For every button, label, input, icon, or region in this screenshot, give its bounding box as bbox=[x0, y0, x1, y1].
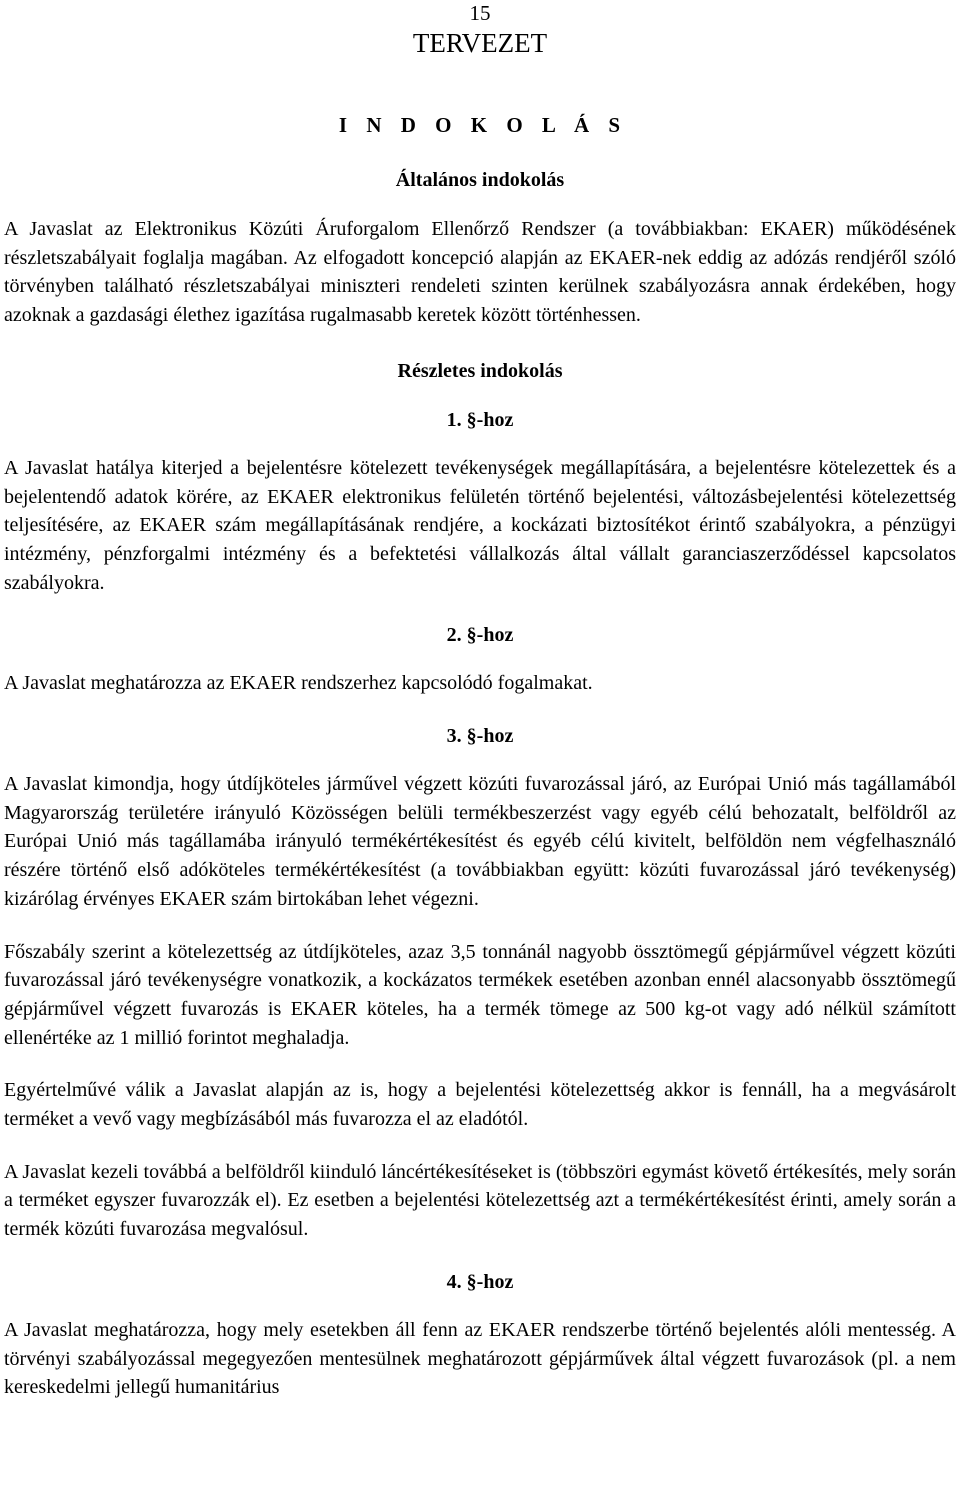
section-heading-3: 3. §-hoz bbox=[446, 725, 514, 748]
section-3-paragraph-3: Egyértelművé válik a Javaslat alapján az is, hogy a bejelentési kötelezettség akkor is fennáll, ha a megvásárolt terméket a vevő vagy megbízásából más fuvarozza el az eladótól. bbox=[4, 1079, 956, 1131]
general-paragraph: A Javaslat az Elektronikus Közúti Áruforgalom Ellenőrző Rendszer (a továbbiakban: EKAER) működésének részletszabályait foglalja magában. Az elfogadott koncepció alapján az EKAER-nek eddig az adózás rendjéről szóló törvényben található részletszabályai miniszteri rendeleti szinten kerülnek szabályozásra annak érdekében, hogy azoknak a gazdasági élethez igazítása rugalmasabb keretek között történhessen. bbox=[4, 218, 956, 327]
section-1-paragraph: A Javaslat hatálya kiterjed a bejelentésre kötelezett tevékenységek megállapítására, a bejelentésre kötelezettek és a bejelentendő adatok körére, az EKAER elektronikus felületén történő bejelentési, változásbejelentési kötelezettség teljesítésére, az EKAER szám megállapításának rendjére, a kockázati biztosítékot érintő szabályokra, a pénzügyi intézmény, pénzforgalmi intézmény és a befektetési vállalkozás által vállalt garanciaszerződéssel kapcsolatos szabályokra. bbox=[4, 456, 956, 594]
section-heading-1: 1. §-hoz bbox=[446, 408, 514, 431]
section-heading-4: 4. §-hoz bbox=[446, 1270, 514, 1293]
draft-label: TERVEZET bbox=[412, 28, 548, 58]
section-4-paragraph: A Javaslat meghatározza, hogy mely esetekben áll fenn az EKAER rendszerbe történő bejelentés alóli mentesség. A törvényi szabályozással megegyezően mentesülnek meghatározott gépjárművek által végzett fuvarozások (pl. a nem kereskedelmi jellegű humanitárius bbox=[4, 1318, 956, 1399]
section-2-paragraph: A Javaslat meghatározza az EKAER rendszerhez kapcsolódó fogalmakat. bbox=[4, 672, 593, 695]
general-heading: Általános indokolás bbox=[395, 169, 565, 191]
detailed-heading: Részletes indokolás bbox=[397, 359, 563, 382]
section-3-paragraph-1: A Javaslat kimondja, hogy útdíjköteles járművel végzett közúti fuvarozással járó, az Európai Unió más tagállamából Magyarország területére irányuló Közösségen belüli termékbeszerzést vagy egyéb célú behozatalt, belföldről az Európai Unió más tagállamába irányuló termékértékesítést és egyéb célú kivitelt, belföldön nem végfelhasználó részére történő első adóköteles termékértékesítést (a továbbiakban együtt: közúti fuvarozással járó tevékenység) kizárólag érvényes EKAER szám birtokában lehet végezni. bbox=[4, 773, 956, 910]
section-3-paragraph-4: A Javaslat kezeli továbbá a belföldről kiinduló láncértékesítéseket is (többszöri egymást követő értékesítés, mely során a terméket egyszer fuvarozzák el). Ez esetben a bejelentési kötelezettség azt a termékértékesítést érinti, amely során a termék közúti fuvarozása megvalósul. bbox=[4, 1160, 956, 1241]
document-title: I N D O K O L Á S bbox=[338, 113, 628, 137]
document-page bbox=[4, 0, 956, 1402]
page-number: 15 bbox=[469, 1, 491, 25]
section-3-paragraph-2: Főszabály szerint a kötelezettség az útdíjköteles, azaz 3,5 tonnánál nagyobb össztömegű gépjárművel végzett közúti fuvarozással járó tevékenységre vonatkozik, a kockázatos termékek esetében azonban ennél alacsonyabb össztömegű gépjárművel végzett fuvarozás is EKAER köteles, ha a termék tömege az 500 kg-ot vagy adó nélkül számított ellenértéke az 1 millió forintot meghaladja. bbox=[4, 940, 956, 1049]
section-heading-2: 2. §-hoz bbox=[446, 624, 514, 647]
